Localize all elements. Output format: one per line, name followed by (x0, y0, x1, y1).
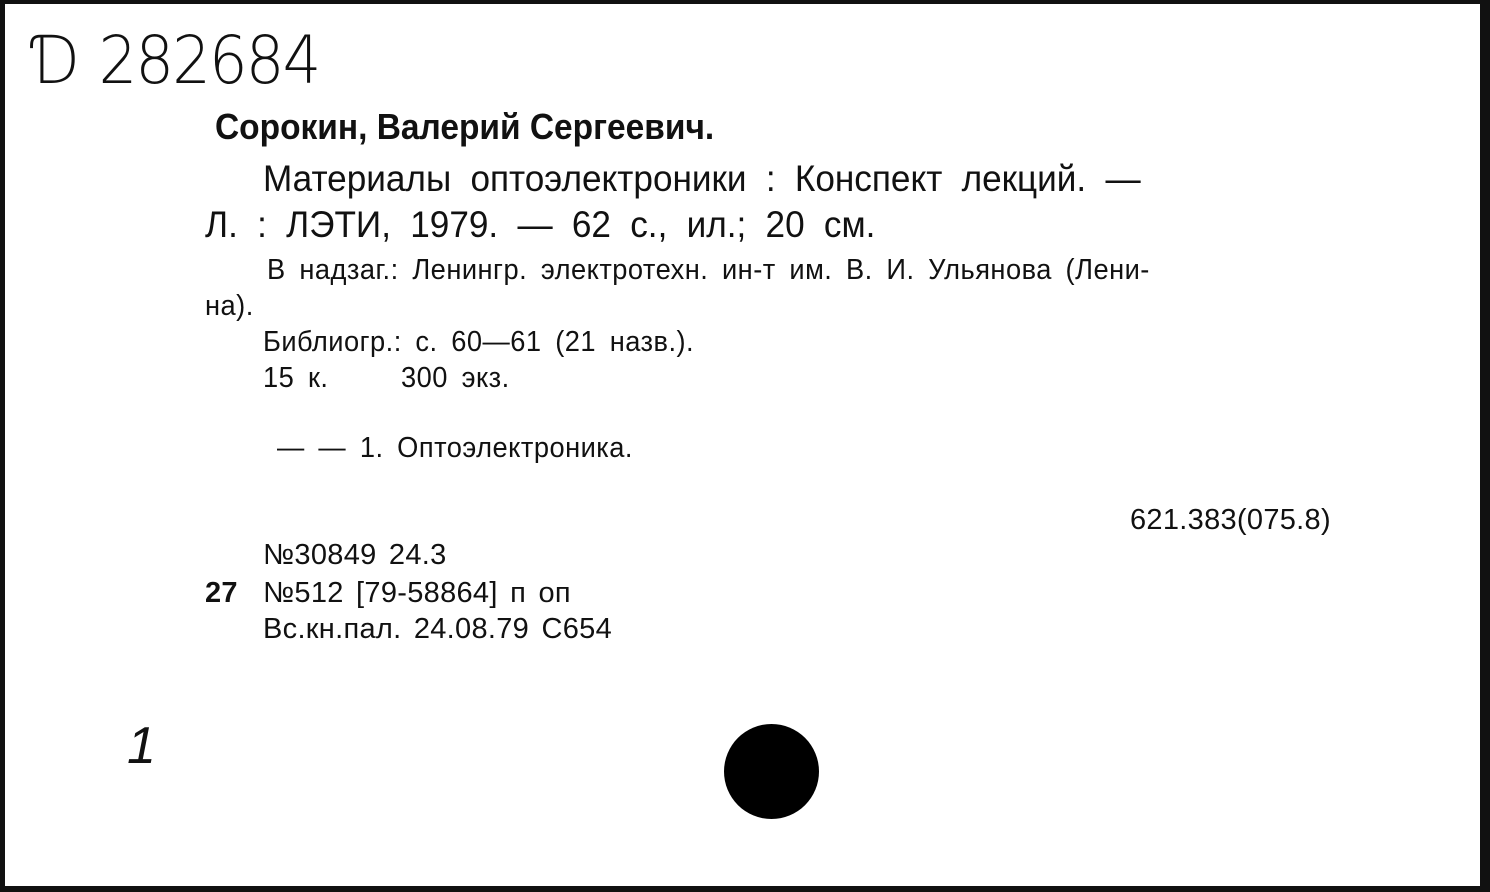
chamber-line: Вс.кн.пал. 24.08.79 С654 (263, 613, 612, 645)
note-heading-line-1: В надзаг.: Ленингр. электротехн. ин-т им. В. И. Ульянова (Лени- (267, 254, 1150, 286)
udc-code: 621.383(075.8) (1130, 504, 1331, 536)
title-line-1: Материалы оптоэлектроники : Конспект лекций. — (263, 158, 1141, 199)
chamber-record: №512 [79-58864] п оп (263, 577, 571, 609)
note-heading-line-2: на). (205, 290, 254, 322)
author-heading: Сорокин, Валерий Сергеевич. (215, 106, 715, 147)
subject-heading: — — 1. Оптоэлектроника. (277, 432, 633, 464)
title-line-2: Л. : ЛЭТИ, 1979. — 62 с., ил.; 20 см. (205, 204, 876, 245)
inventory-number: Ɗ 282684 (33, 22, 320, 99)
chamber-prefix: 27 (205, 577, 238, 609)
print-run: 300 экз. (401, 362, 510, 394)
bibliography-note: Библиогр.: с. 60—61 (21 назв.). (263, 326, 695, 358)
price: 15 к. (263, 362, 329, 394)
punch-hole (724, 724, 819, 819)
copy-mark: 1 (127, 717, 156, 775)
record-number: №30849 24.3 (263, 539, 447, 571)
